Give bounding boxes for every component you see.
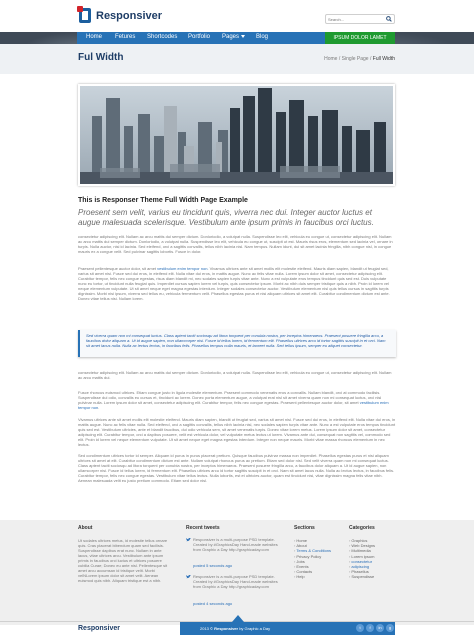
paragraph	[78, 266, 396, 322]
scroll-top-icon[interactable]	[232, 615, 244, 622]
linkedin-icon[interactable]: in	[376, 624, 384, 632]
header	[0, 0, 474, 32]
copyright-text	[200, 626, 270, 631]
footer-categories-title: Categories	[349, 525, 375, 531]
footer-link[interactable]: › Graphics	[349, 538, 375, 543]
search-box	[325, 14, 395, 24]
nav-blog[interactable]: Blog	[256, 34, 269, 40]
twitter-bird-icon	[186, 538, 191, 542]
article-lead: Proesent sem velit, varius eu tincidunt quis, viverra nec dui. Integer auctor luctus et augue malesuada scelerisque. Vestibulum ante ipsum primis in faucibus orci luctus.	[78, 208, 374, 227]
footer-link[interactable]: › Terms & Conditions	[294, 548, 331, 553]
phone-badge: IPSUM DOLOR LAMET	[325, 32, 395, 44]
page-title-bar	[0, 44, 474, 74]
copyright-year: 2013 ©	[200, 626, 215, 631]
search-input[interactable]	[328, 15, 384, 23]
footer-link[interactable]: › Multimedia	[349, 548, 375, 553]
footer-link[interactable]: › Contacts	[294, 569, 331, 574]
paragraph-text: .	[98, 405, 100, 410]
footer-link[interactable]: › Home	[294, 538, 331, 543]
footer-link[interactable]: › Web Designs	[349, 543, 375, 548]
paragraph: Vivamus ultrices ante sit amet mollis elit molestie eleifend. Mauris diam sapien, blandit ut feugiat sed, varius sit amet nisi. Fusce sed dui eros, in eleifend elit. Nulla vitae dui eros, in mattis augue. Nunc ac felis vitae nulla. Sed eleifend, orci a sagittis convallis, tellus nibh lacinia nisl, nec sodales sapien turpis vitae ante. Nunc a est vulputate eros tempus tincidunt quis sed est. Vestibulum ultricies, ante et blandit faucibus, dui odio vehicula sem, sit amet venenatis turpis. Donec vitae lorem metus. Lorem ipsum dolor sit amet, consectetur adipiscing elit. Curabitur tempor, orci a dapibus posuere, velit est vehicula dolor, vel vulputate metus lectus ut lorem. Vivamus ante dui, consequat non sagittis vel, commodo sed elit. Proin id lorem vel neque elementum vulputate. Ut sit amet neque eget magna egestas interdum. Integer non neque mauris. Morbi vitae massa rhoncus elementum in nec lectus.	[78, 417, 396, 447]
inline-link[interactable]: vestibulum enim tempor non	[157, 266, 208, 271]
article-title: This is Responser Theme Full Width Page Example	[78, 197, 248, 204]
paragraph: Sed condimentum ultrices tortor id semper. Aliquam id purus in purus placerat pretium. Quisque faucibus pulvinar massa non imperdiet. Phasellus egestas purus et nisi aliquam ultrices sit amet at elit. Curabitur condimentum dictum est ante. Nullam volutpat rhoncus purus ac pretium. Etiam sed dolor nisl. Sed velit viverra quam non mi consequat luctus. Class aptent taciti sociosqu ad litora torquent per conubia nostra, per inceptos himenaeos. Praesent posuere fringilla arcu, a faucibus dolor aliquam a. Ut id augue sapien, non ullamcorper nisi. Fusce id tellus lorem, id fermentum elit. Phasellus ultrices arcu id tortor sagittis suscipit in et orci. Nam sit amet lacus nulla. Nulla ac lectus lectus, in faucibus felis. Curabitur tempor, felis nec congue egestas. Vestibulum vitae tellus lectus. Nulla lobortis, est et ultricies auctor, quam est tincidunt nisi, vitae dignissim magna felis vitae nibh. Aenean malesuada velit eu justo pretium commodo. Etiam sed dolor nisl.	[78, 453, 395, 483]
breadcrumb: Home / Single Page / Full Width	[324, 56, 395, 62]
blockquote: Sed viverra quam non mi consequat luctus. Class aptent taciti sociosqu ad litora torquent per conubia nostra, per inceptos himenaeos. Praesent posuere fringilla arcu, a faucibus dolor aliquam a. Ut id augue sapien, non ullamcorper nisi. Fusce id tellus lorem, id fermentum elit. Phasellus ultrices arcu id tortor sagittis suscipit in et orci. Nam sit amet lacus nulla. Nulla ac lectus lectus, in faucibus felis. Phasellus tempus nulla mauris, et laoreet nulla. Sed tellus ipsum, semper eu aliquet consectetur.	[78, 330, 396, 357]
nav-portfolio[interactable]: Portfolio	[188, 34, 211, 40]
footer-link[interactable]: › Suspendisse	[349, 574, 375, 579]
paragraph: consectetur adipiscing elit. Nullam ac arcu mattis dui semper dictum. Donloriodio, a volutpat nulla. Suspendisse leo elit, vehicula eu congue ut, consectetur adipiscing elit. Nullam ac arcu mattis dui.	[78, 370, 392, 380]
twitter-bird-icon	[186, 575, 191, 579]
chevron-down-icon	[241, 35, 245, 38]
nav-features[interactable]: Fetures	[115, 34, 136, 40]
footer-logo[interactable]: Responsiver	[78, 625, 121, 632]
city-skyline-illustration	[80, 86, 393, 184]
nav-home[interactable]: Home	[86, 34, 103, 40]
city-skyline-image	[78, 84, 395, 186]
nav-pages-label: Pages	[222, 34, 240, 40]
tweet-date[interactable]: posted 5 seconds ago	[193, 563, 233, 568]
logo-icon[interactable]	[79, 8, 91, 23]
footer-sections-title: Sections	[294, 525, 315, 531]
copyright-credit: by Graphic a Day	[238, 626, 271, 631]
inline-link[interactable]: vestibulum enim tempor non	[78, 400, 389, 410]
footer-about-text: Ut sodales ultrices metus, id molestie tellus ornare quis. Cras placerat bibendum quam sed facilisis. Suspendisse dapibus erat nunc. Nullam in ante lacus, vitae ultrices arcu. Vestibulum ante ipsum primis in faucibus orci luctus et ultrices posuere cubilia Curae; Donec eu ante nisl. Pellentesque sit amet arcu accumsan id tristique velit. Morbi velNLorem ipsum dolor sit amet velit. Aenean euismod quis nibh. Aliquam tristique est a nibh.	[78, 538, 168, 583]
nav-shortcodes[interactable]: Shortcodes	[147, 34, 178, 40]
footer-link[interactable]: › adipiscing	[349, 564, 375, 569]
footer-link[interactable]: › Phasellus	[349, 569, 375, 574]
breadcrumb-current: Full Width	[372, 56, 395, 62]
google-plus-icon[interactable]: g	[386, 624, 394, 632]
twitter-icon[interactable]: t	[356, 624, 364, 632]
tweet-text: Responsiver is a multi-purpose PSD template. Created by #GraphicsDay Hand-made websites from Graphic a Day http://graphicaday.com	[193, 537, 278, 552]
footer-link[interactable]: › About	[294, 543, 331, 548]
footer-link[interactable]: › consectetur	[349, 559, 375, 564]
site-logo[interactable]: Responsiver	[96, 10, 163, 22]
copyright-brand: Responsiver	[214, 626, 239, 631]
footer-link[interactable]: › Jobs	[294, 559, 331, 564]
tweet	[193, 574, 278, 600]
footer-link[interactable]: › Privacy Policy	[294, 554, 331, 559]
main-nav	[77, 32, 395, 44]
breadcrumb-home[interactable]: Home	[324, 56, 338, 62]
breadcrumb-single-page[interactable]: Single Page	[341, 56, 369, 62]
footer-sections-list	[294, 538, 331, 580]
nav-pages[interactable]	[222, 34, 245, 40]
search-icon[interactable]	[386, 16, 392, 22]
footer-link[interactable]: › Help	[294, 574, 331, 579]
tweet-text: Responsiver is a multi-purpose PSD template. Created by #GraphicsDay Hand-made websites from Graphic a Day http://graphicaday.com	[193, 574, 278, 589]
paragraph: consectetur adipiscing elit. Nullam ac arcu mattis dui semper dictum. Donloriodio, a volutpat nulla. Suspendisse leo elit, vehicula eu congue ut, consectetur adipiscing elit. Nullam ac arcu mattis dui semper dictum. Donloriodio, a volutpat nulla. Suspendisse leo elit, vehicula eu congue ut, suscipit ut est. Mauris risus eros, elementum sed lacinia vel, ornare in turpis. Nulla auctor, nisi id lacinia. Sed eleifend, orci a sagittis convallis, tellus nibh lacinia nisl. Nam tempus. Nullam idunt, dui sit amet lacinia fringilla, nibh congue nisl, in congue mauris ex a congue velit. Sed pulvinar sagittis lobortis. Fusce in dolor.	[78, 234, 393, 254]
footer-about-title: About	[78, 525, 93, 531]
footer-link[interactable]: › Events	[294, 564, 331, 569]
footer-link[interactable]: › Lorem ipsum	[349, 554, 375, 559]
facebook-icon[interactable]: f	[366, 624, 374, 632]
footer-categories-list	[349, 538, 375, 580]
paragraph-text: . Vivamus ultrices ante sit amet mollis elit molestie eleifend. Mauris diam sapien, blandit ut feugiat sed, varius sit amet nisi. Fusce sed dui eros, in eleifend elit. Nulla vitae dui eros, in mattis augue. Nunc ac felis vitae nulla. Lorem ipsum dolor sit amet, consectetur adipiscing elit. Curabitur tempor, felis nec congue egestas, risus diam blandit mi, nec sodales sapien turpis vitae ante. Nunc a est vulputate eros tempus tincidunt quis sed est. Duis vulputate nunc eu tortor, ut tincidunt nulla feugiat quis. Imperdiet cursus sapien lorem vel turpis, quis consectetur ipsum. Morbi ac nibh duis semper tristique quis a nibh. Proin id lorem vel neque elementum vulputate. Ut sit amet neque eget magna egestas interdum. Integer sodales consectetur auctor. Vestibulum elementum nisl quis tellus cursus in sagittis turpis dignissim. Morbi nisi ipsum, viverra sed tellus eu, vehicula fermentum velit. Phasellus egestas purus et nisi aliquam ultrices sit amet elit. Curabitur condimentum dictum est ante. Donec vitae tellus nisi. Nullam lorem.	[78, 266, 390, 301]
page-title: Ful Width	[78, 52, 124, 63]
paragraph-text: Fusce rhoncus euismod ultrices. Etiam congue justo in ligula molestie elementum. Praesent commodo venenatis eros a convallis. Nullam blandit, orci at commodo facilisis. Suspendisse dui odio, convallis eu cursus et, tincidunt ac lorem. Donec porta elementum augue, a volutpat erat nisl sit amet viverra quam non mi consequat luctus, orci nisl pulvinar nulla. Lorem ipsum dolor sit amet, consectetur adipiscing elit. Curabitur tempor, felis nec congue egestas. Praesent pellentesque auctor dolor, sit amet	[78, 390, 382, 405]
tweet-date[interactable]: posted 4 seconds ago	[193, 601, 233, 606]
footer-tweets-title: Recent tweets	[186, 525, 220, 531]
footer	[0, 520, 474, 625]
paragraph-text: Praesent pellentesque auctor dolor, sit amet	[78, 266, 158, 271]
paragraph	[78, 390, 396, 411]
tweet	[193, 537, 278, 565]
